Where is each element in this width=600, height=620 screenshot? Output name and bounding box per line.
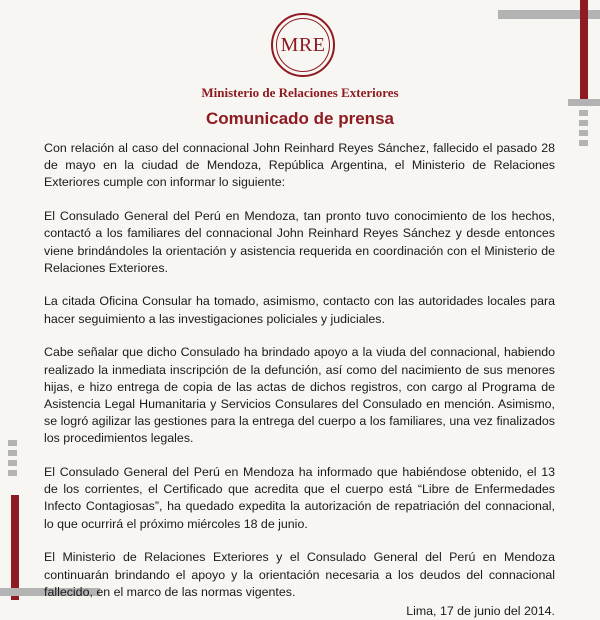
paragraph: Cabe señalar que dicho Consulado ha brindado apoyo a la viuda del connacional, habiendo realizado la inmediata inscripción de la defunción, así como del nacimiento de sus menores hijas, e hizo entrega de copia de las actas de dichos registros, con cargo al Programa de Asistencia Legal Humanitaria y Servicios Consulares del Consulado en mención. Asimismo, se logró agilizar las gestiones para la entrega del cuerpo a los familiares, una vez finalizados los procedimientos legales. <box>44 345 555 446</box>
left-square <box>8 470 17 476</box>
right-square <box>579 140 588 146</box>
paragraph: La citada Oficina Consular ha tomado, asimismo, contacto con las autoridades locales para hacer seguimiento a las investigaciones policiales y judiciales. <box>44 294 555 326</box>
press-release-body <box>44 140 555 620</box>
mre-logo <box>271 13 335 77</box>
signature-date: Lima, 17 de junio del 2014. <box>406 603 555 618</box>
paragraph: El Consulado General del Perú en Mendoza, tan pronto tuvo conocimiento de los hechos, contactó a los familiares del connacional John Reinhard Reyes Sánchez y desde entonces viene brindándoles la orientación y asistencia requerida en coordinación con el Ministerio de Relaciones Exteriores. <box>44 209 555 275</box>
left-square <box>8 450 17 456</box>
bottom-left-red-bar <box>11 495 19 600</box>
paragraph: El Ministerio de Relaciones Exteriores y el Consulado General del Perú en Mendoza continuarán brindando el apoyo y la orientación necesaria a los deudos del connacional fallecido, en el marco de las normas vigentes. <box>44 550 555 599</box>
page-title: Comunicado de prensa <box>206 109 394 128</box>
left-square <box>8 440 17 446</box>
left-square <box>8 460 17 466</box>
paragraph: Con relación al caso del connacional John Reinhard Reyes Sánchez, fallecido el pasado 28 de mayo en la ciudad de Mendoza, República Argentina, el Ministerio de Relaciones Exteriores cumple con informar lo siguiente: <box>44 141 555 190</box>
mre-logo-text: MRE <box>276 18 330 72</box>
paragraph: El Consulado General del Perú en Mendoza ha informado que habiéndose obtenido, el 13 de los corrientes, el Certificado que acredita que el cuerpo está “Libre de Enfermedades Infecto Contagiosas”, ha quedado expedita la autorización de repatriación del connacional, lo que ocurrirá el próximo miércoles 18 de junio. <box>44 465 555 531</box>
ministry-name: Ministerio de Relaciones Exteriores <box>201 85 399 100</box>
right-square <box>579 130 588 136</box>
